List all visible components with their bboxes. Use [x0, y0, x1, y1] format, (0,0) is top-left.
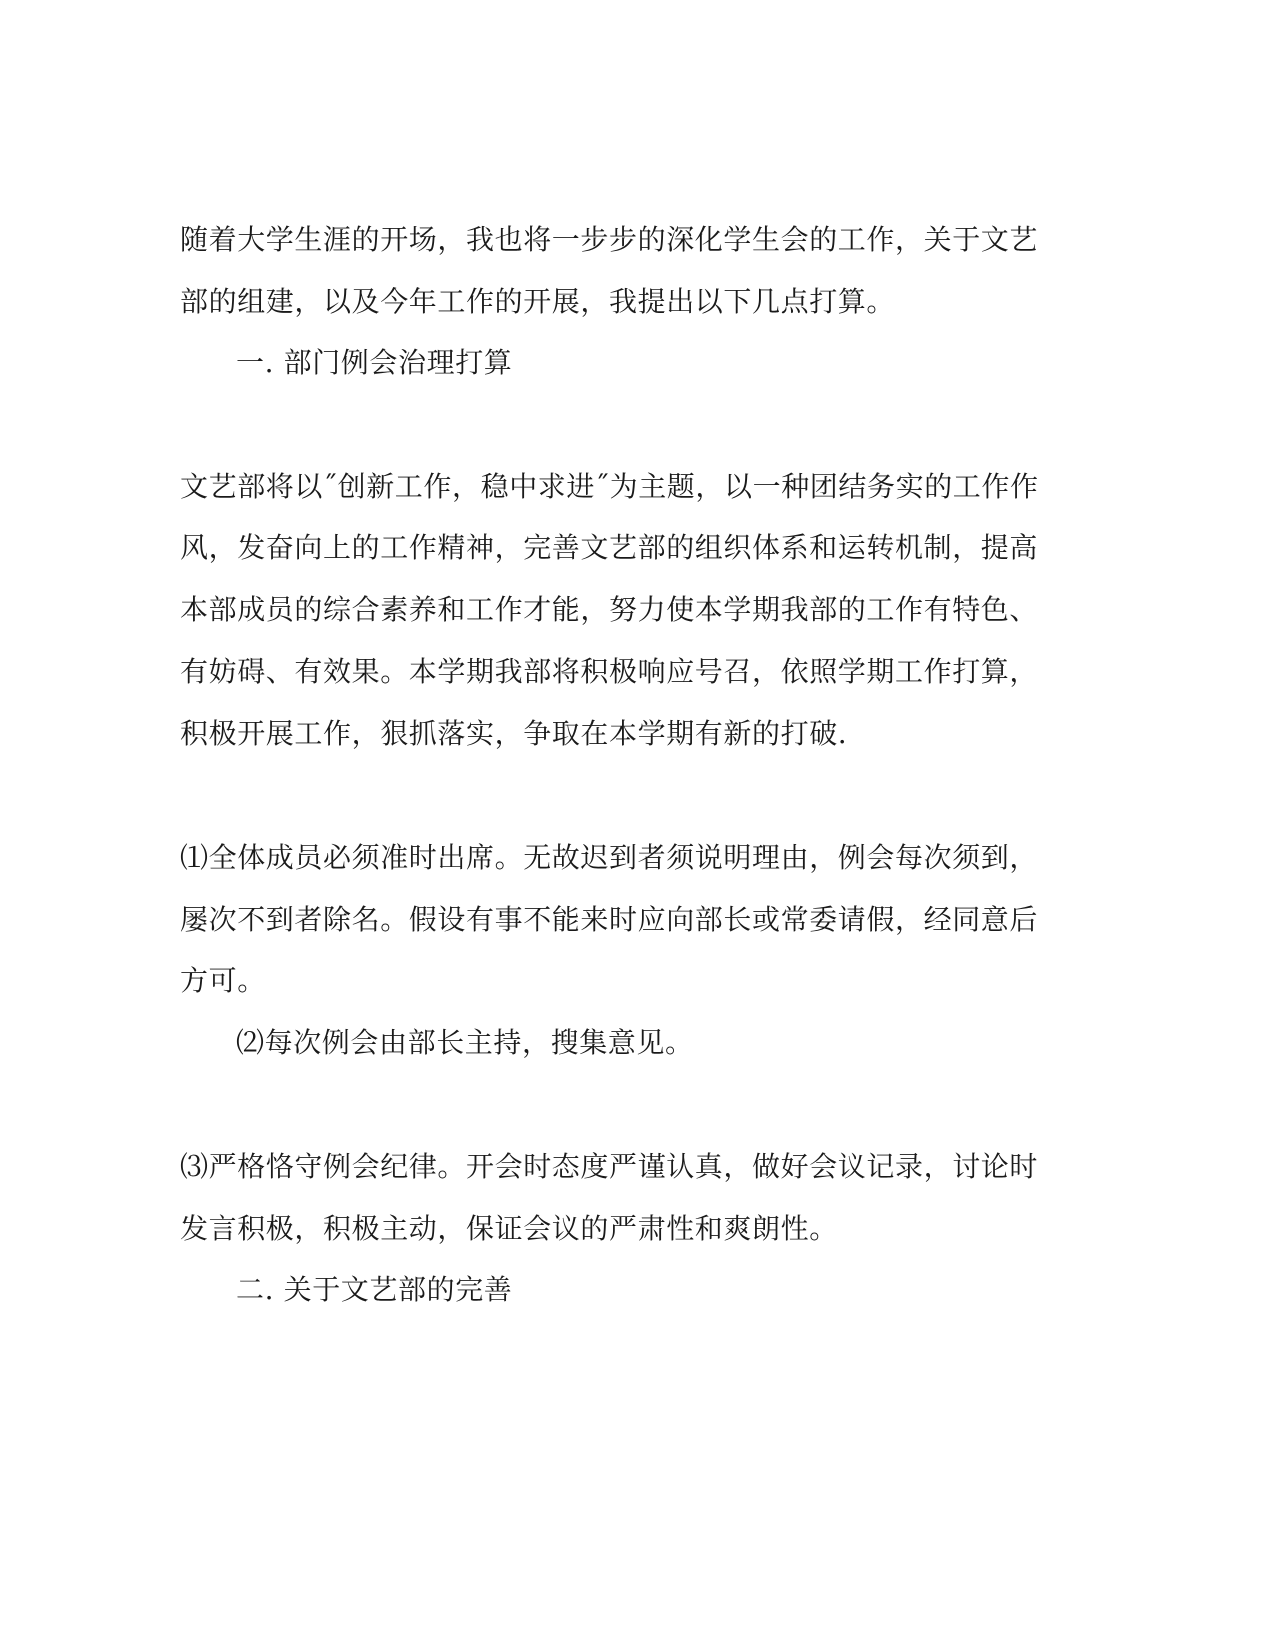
paragraph-theme-line-3: 本部成员的综合素养和工作才能，努力使本学期我部的工作有特色、: [180, 593, 1039, 626]
rule-3-line-2: 发言积极，积极主动，保证会议的严肃性和爽朗性。: [180, 1212, 838, 1245]
section-heading-1: 一. 部门例会治理打算: [236, 346, 513, 379]
paragraph-intro-line-2: 部的组建，以及今年工作的开展，我提出以下几点打算。: [180, 285, 896, 318]
paragraph-theme-line-4: 有妨碍、有效果。本学期我部将积极响应号召，依照学期工作打算，: [180, 655, 1039, 688]
rule-1-line-2: 屡次不到者除名。假设有事不能来时应向部长或常委请假，经同意后: [180, 903, 1039, 936]
paragraph-theme-line-1: 文艺部将以˝创新工作，稳中求进˝为主题，以一种团结务实的工作作: [180, 470, 1039, 503]
section-heading-2: 二. 关于文艺部的完善: [236, 1273, 513, 1306]
rule-1-line-3: 方可。: [180, 964, 266, 997]
rule-1-line-1: ⑴全体成员必须准时出席。无故迟到者须说明理由，例会每次须到，: [180, 841, 1039, 874]
paragraph-theme-line-2: 风，发奋向上的工作精神，完善文艺部的组织体系和运转机制，提高: [180, 531, 1039, 564]
rule-3-line-1: ⑶严格恪守例会纪律。开会时态度严谨认真，做好会议记录，讨论时: [180, 1150, 1039, 1183]
paragraph-intro-line-1: 随着大学生涯的开场，我也将一步步的深化学生会的工作，关于文艺: [180, 223, 1039, 256]
paragraph-theme-line-5: 积极开展工作，狠抓落实，争取在本学期有新的打破.: [180, 717, 848, 750]
rule-2: ⑵每次例会由部长主持，搜集意见。: [236, 1026, 694, 1059]
